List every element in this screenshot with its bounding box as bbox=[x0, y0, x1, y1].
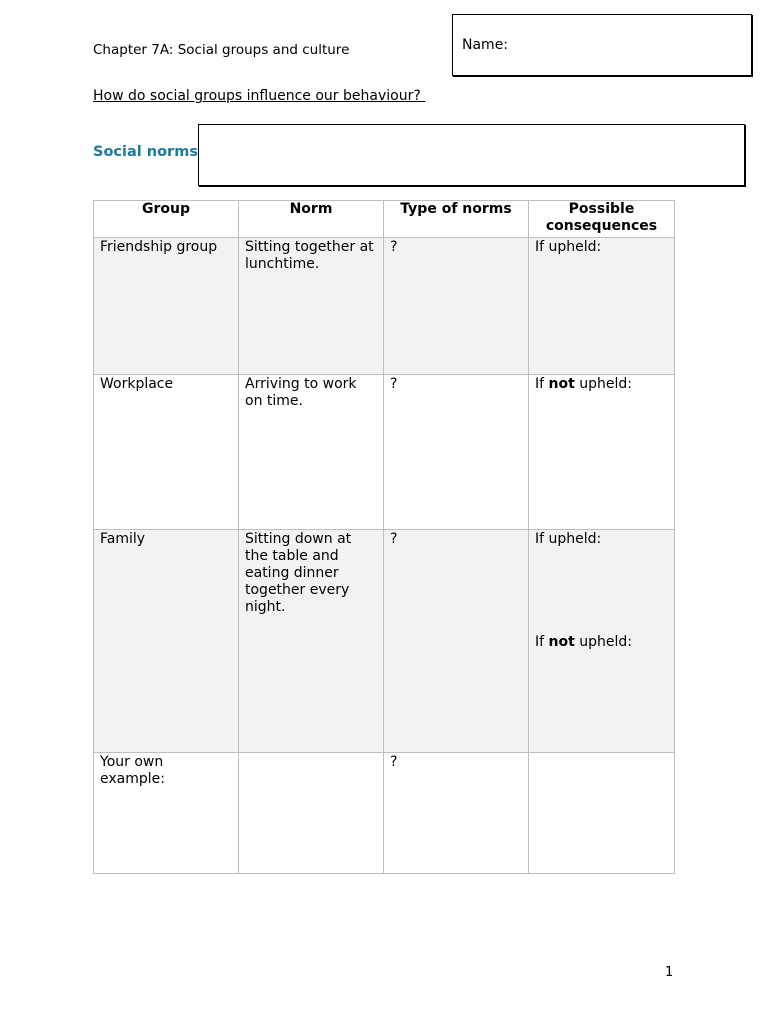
name-field-box[interactable] bbox=[452, 14, 752, 76]
column-header-norm: Norm bbox=[239, 201, 384, 238]
consequence-prefix: If bbox=[535, 376, 549, 392]
consequence-prefix: If bbox=[535, 634, 549, 650]
type-cell[interactable]: ? bbox=[384, 238, 529, 375]
consequences-cell[interactable] bbox=[529, 753, 675, 874]
chapter-title: Chapter 7A: Social groups and culture bbox=[93, 42, 350, 58]
consequences-cell[interactable] bbox=[529, 530, 675, 753]
norm-cell[interactable] bbox=[239, 753, 384, 874]
group-cell: Friendship group bbox=[94, 238, 239, 375]
norm-cell: Sitting together at lunchtime. bbox=[239, 238, 384, 375]
consequence-suffix: upheld: bbox=[574, 634, 632, 650]
definition-text-box[interactable] bbox=[198, 124, 745, 186]
name-label: Name: bbox=[462, 37, 509, 53]
guiding-question: How do social groups influence our behaviour? bbox=[93, 88, 426, 104]
norm-cell: Sitting down at the table and eating dinner together every night. bbox=[239, 530, 384, 753]
group-cell: Family bbox=[94, 530, 239, 753]
consequences-cell[interactable] bbox=[529, 238, 675, 375]
consequence-prefix: If bbox=[535, 239, 549, 255]
type-cell[interactable]: ? bbox=[384, 753, 529, 874]
group-cell: Workplace bbox=[94, 375, 239, 530]
column-header-type: Type of norms bbox=[384, 201, 529, 238]
consequence-emphasis: not bbox=[548, 634, 575, 650]
consequence-emphasis: not bbox=[548, 376, 575, 392]
consequences-cell[interactable] bbox=[529, 375, 675, 530]
norm-cell: Arriving to work on time. bbox=[239, 375, 384, 530]
consequence-prefix: If bbox=[535, 531, 549, 547]
column-header-group: Group bbox=[94, 201, 239, 238]
table-row bbox=[94, 753, 675, 874]
table-row bbox=[94, 375, 675, 530]
column-header-consequences: Possible consequences bbox=[529, 201, 675, 238]
table-row bbox=[94, 238, 675, 375]
consequence-suffix: upheld: bbox=[574, 376, 632, 392]
section-heading: Social norms bbox=[93, 144, 198, 160]
page-number: 1 bbox=[665, 965, 674, 980]
consequence-suffix: upheld: bbox=[548, 239, 602, 255]
type-cell[interactable]: ? bbox=[384, 530, 529, 753]
consequence-suffix: upheld: bbox=[548, 531, 602, 547]
table-header-row bbox=[94, 201, 675, 238]
group-cell: Your own example: bbox=[94, 753, 239, 874]
norms-table bbox=[93, 200, 675, 874]
table-row bbox=[94, 530, 675, 753]
type-cell[interactable]: ? bbox=[384, 375, 529, 530]
